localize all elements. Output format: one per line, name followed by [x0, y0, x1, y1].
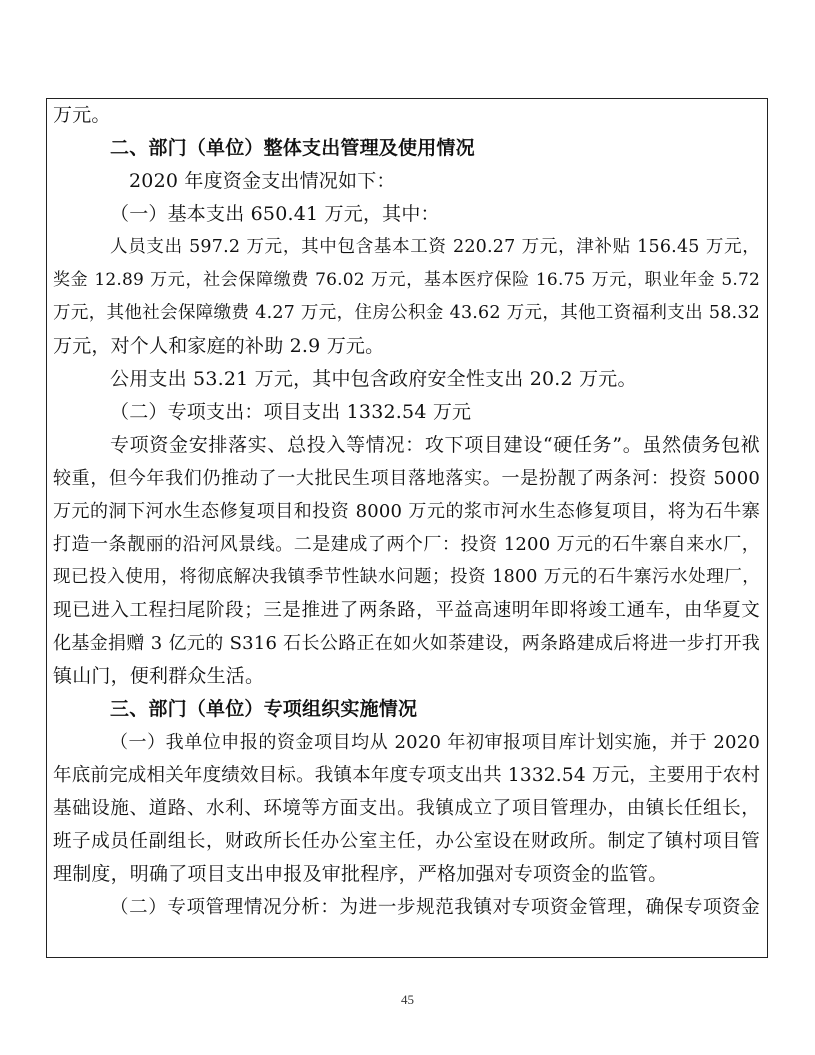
text-line: 2020 年度资金支出情况如下：: [129, 170, 396, 192]
text-line: 基础设施、道路、水利、环境等方面支出。我镇成立了项目管理办，由镇长任组长，: [53, 798, 760, 819]
text-line: 万元，对个人和家庭的补助 2.9 万元。: [53, 335, 385, 357]
text-line: 打造一条靓丽的沿河风景线。二是建成了两个厂：投资 1200 万元的石牛寨自来水厂，: [53, 534, 760, 555]
text-line: 班子成员任副组长，财政所长任办公室主任，办公室设在财政所。制定了镇村项目管: [53, 831, 760, 852]
text-line: 奖金 12.89 万元，社会保障缴费 76.02 万元，基本医疗保险 16.75 万元，职业年金 5.72: [53, 270, 760, 290]
text-line: 公用支出 53.21 万元，其中包含政府安全性支出 20.2 万元。: [110, 368, 637, 390]
text-line: 较重，但今年我们仍推动了一大批民生项目落地落实。一是扮靓了两条河：投资 5000: [53, 468, 760, 489]
subheading-special-expenditure: （二）专项支出：项目支出 1332.54 万元: [110, 401, 472, 423]
text-line: 现已进入工程扫尾阶段；三是推进了两条路，平益高速明年即将竣工通车，由华夏文: [53, 600, 760, 621]
text-line: 万元，其他社会保障缴费 4.27 万元，住房公积金 43.62 万元，其他工资福利支出 58.32: [53, 303, 760, 323]
text-line: 万元。: [53, 104, 111, 126]
text-line: 理制度，明确了项目支出申报及审批程序，严格加强对专项资金的监管。: [53, 863, 668, 885]
text-line: （二）专项管理情况分析：为进一步规范我镇对专项资金管理，确保专项资金: [110, 897, 760, 918]
text-line: 万元的洞下河水生态修复项目和投资 8000 万元的浆市河水生态修复项目，将为石牛寨: [53, 501, 760, 522]
text-line: （一）我单位申报的资金项目均从 2020 年初审报项目库计划实施，并于 2020: [110, 732, 760, 753]
document-body: [47, 99, 767, 924]
text-line: 化基金捐赠 3 亿元的 S316 石长公路正在如火如荼建设，两条路建成后将进一步打开我: [53, 633, 760, 654]
text-line: 人员支出 597.2 万元，其中包含基本工资 220.27 万元，津补贴 156.45 万元，: [110, 237, 760, 257]
text-line: 现已投入使用，将彻底解决我镇季节性缺水问题；投资 1800 万元的石牛寨污水处理厂，: [53, 567, 760, 587]
document-frame: [46, 98, 768, 958]
subheading-basic-expenditure: （一）基本支出 650.41 万元，其中：: [110, 203, 440, 225]
text-line: 年底前完成相关年度绩效目标。我镇本年度专项支出共 1332.54 万元，主要用于农村: [53, 765, 761, 786]
text-line: 镇山门，便利群众生活。: [53, 665, 265, 687]
text-line: 专项资金安排落实、总投入等情况：攻下项目建设“硬任务”。虽然债务包袱: [110, 434, 760, 456]
page-number: 45: [401, 992, 414, 1007]
section-heading-2: 二、部门（单位）整体支出管理及使用情况: [110, 137, 475, 159]
section-heading-3: 三、部门（单位）专项组织实施情况: [110, 698, 418, 720]
